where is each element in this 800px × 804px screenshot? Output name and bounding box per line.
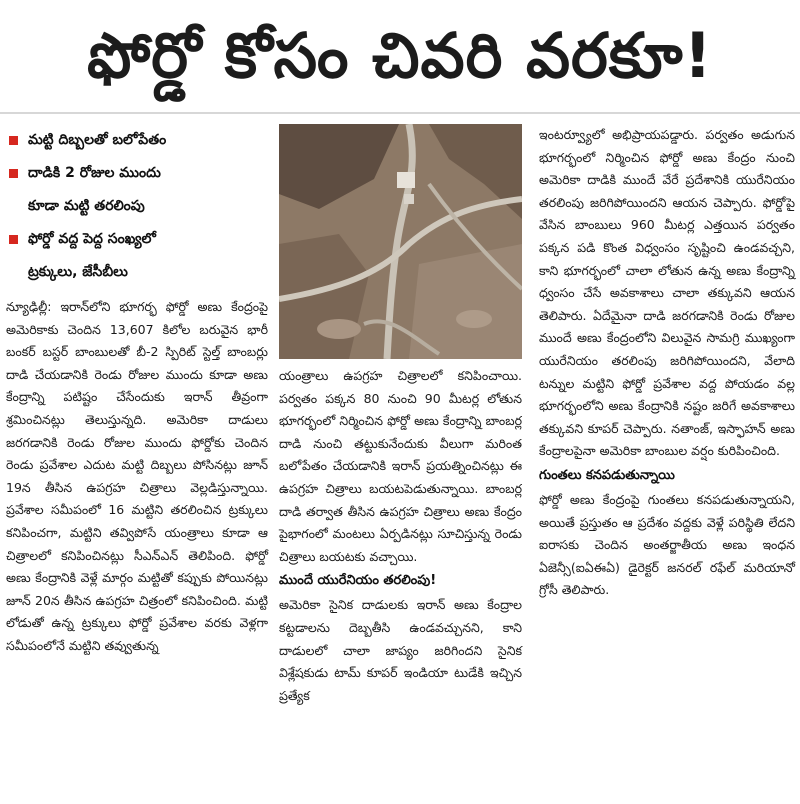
article-paragraph: ఫోర్డో అణు కేంద్రంపై గుంతలు కనపడుతున్నాయని, అయితే ప్రస్తుతం ఆ ప్రదేశం వద్దకు వెళ్లే పరిస్థితి లేదని ఐరాసకు చెందిన అంతర్జాతీయ అణు ఇంధన ఏజెన్సీ(ఐఏఈఏ) డైరెక్టర్ జనరల్ రఫేల్ మరియానో గ్రోసీ తెలిపారు. — [539, 491, 795, 598]
article-column-1 — [6, 296, 268, 658]
headline-rule — [0, 112, 800, 114]
highlight-text: ఫోర్డో వద్ద పెద్ద సంఖ్యలో — [28, 231, 156, 247]
bullet-square-icon — [9, 169, 18, 178]
article-paragraph: అమెరికా సైనిక దాడులకు ఇరాన్ అణు కేంద్రాల కట్టడాలను దెబ్బతీసి ఉండవచ్చునని, కాని దాడులలో చాలా జాప్యం జరిగిందని సైనిక విశ్లేషకుడు టామ్ కూపర్ ఇండియా టుడేకి ఇచ్చిన ప్రత్యేక — [279, 597, 522, 703]
highlight-text-cont: ట్రక్కులు, జేసీబీలు — [28, 264, 128, 280]
article-paragraph: న్యూఢిల్లీ: ఇరాన్‌లోని భూగర్భ ఫోర్డో అణు కేంద్రంపై అమెరికాకు చెందిన 13,607 కిలోల బరువైన భారీ బంకర్ బస్టర్ బాంబులతో బీ-2 స్పిరిట్ స్టెల్త్ బాంబర్లు దాడి చేయడానికి రెండు రోజుల ముందు కూడా అణు కేంద్రాన్ని పటిష్టం చేసేందుకు ఇరాన్ తీవ్రంగా శ్రమించినట్లు తెలుస్తున్నది. అమెరికా దాడులు జరగడానికి రెండు రోజుల ముందు ఫోర్డోకు చెందిన రెండు ప్రవేశాల ఎదుట మట్టి దిబ్బలు పోసినట్లు జూన్ 19న తీసిన ఉపగ్రహ చిత్రాలు వెల్లడిస్తున్నాయి. ప్రవేశాల సమీపంలో 16 మట్టిని తరలించిన ట్రక్కులు కనిపించగా, మట్టిని తవ్విపోసే యంత్రాలు కూడా ఆ చిత్రాలలో కనిపించినట్లు సీఎన్ఎన్ తెలిపింది. ఫోర్డో అణు కేంద్రానికి వెళ్లే మార్గం మట్టితో కప్పుకు పోయినట్లు జూన్ 20న తీసిన ఉపగ్రహ చిత్రంలో కనిపించింది. మట్టి లోడుతో ఉన్న ట్రక్కులు ఫోర్డో ప్రవేశాల వరకు వెళ్లగా సమీపంలోనే మట్టిని తవ్వుతున్న — [6, 299, 268, 653]
highlight-text: దాడికి 2 రోజుల ముందు — [28, 165, 161, 181]
satellite-image-drawing — [279, 124, 522, 359]
subheading: ముందే యురేనియం తరలింపు! — [279, 573, 437, 589]
highlight-item — [6, 223, 268, 289]
article-paragraph: ఇంటర్వ్యూలో అభిప్రాయపడ్డారు. పర్వతం అడుగున భూగర్భంలో నిర్మించిన ఫోర్డో అణు కేంద్రం నుంచి అమెరికా దాడికి ముందే వేరే ప్రదేశానికి యురేనియం తరలింపు జరిగిపోయిందని ఆయన చెప్పారు. ఫోర్డోపై వేసిన బాంబులు 960 మీటర్ల ఎత్తయిన పర్వతం పక్కన పడి కొంత విధ్వంసం సృష్టించి ఉండవచ్చని, కాని భూగర్భంలో చాలా లోతున ఉన్న అణు కేంద్రాన్ని ధ్వంసం చేసే అవకాశాలు చాలా తక్కువని ఆయన తెలిపారు. ఏదేమైనా దాడి జరగడానికి రెండు రోజుల ముందే అణు కేంద్రంలోని విలువైన సామగ్రి ముఖ్యంగా యురేనియం తరలింపు జరిగిపోయిందని, వేలాది టన్నుల మట్టిని ఫోర్డో ప్రవేశాల వద్ద పోయడం వల్ల భూగర్భంలోని అణు కేంద్రానికి నష్టం జరిగే అవకాశాలు తక్కువని కూపర్ చెప్పారు. నతాంజ్, ఇస్ఫాహన్ అణు కేంద్రాలపైనా అమెరికా బాంబుల వర్షం కురిపించింది. — [539, 127, 795, 459]
article-paragraph: యంత్రాలు ఉపగ్రహ చిత్రాలలో కనిపించాయి. పర్వతం పక్కన 80 నుంచి 90 మీటర్ల లోతున భూగర్భంలో నిర్మించిన ఫోర్డో అణు కేంద్రాన్ని బాంబర్ల దాడి నుంచి తట్టుకునేందుకు వీలుగా మరింత బలోపేతం చేయడానికి ఇరాన్ ప్రయత్నించినట్లు ఈ ఉపగ్రహ చిత్రాలు బయటపెడుతున్నాయి. బాంబర్ల దాడి తర్వాత తీసిన ఉపగ్రహ చిత్రాలు అణు కేంద్రం పైభాగంలో మంటలు ఏర్పడినట్లు సూచిస్తున్న రెండు చిత్రాలు బయటకు వచ్చాయి. — [279, 368, 522, 564]
bullet-square-icon — [9, 136, 18, 145]
bullet-square-icon — [9, 235, 18, 244]
highlights-box — [6, 124, 268, 289]
subheading: గుంతలు కనపడుతున్నాయి — [539, 467, 675, 483]
highlight-text: మట్టి దిబ్బలతో బలోపేతం — [28, 132, 167, 148]
highlight-item — [6, 157, 268, 223]
highlight-item — [6, 124, 268, 157]
article-column-2 — [279, 365, 522, 707]
article-column-3 — [539, 124, 795, 602]
headline: ఫోర్డో కోసం చివరి వరకూ! — [87, 19, 713, 92]
satellite-image — [279, 124, 522, 359]
highlight-text-cont: కూడా మట్టి తరలింపు — [28, 198, 145, 214]
